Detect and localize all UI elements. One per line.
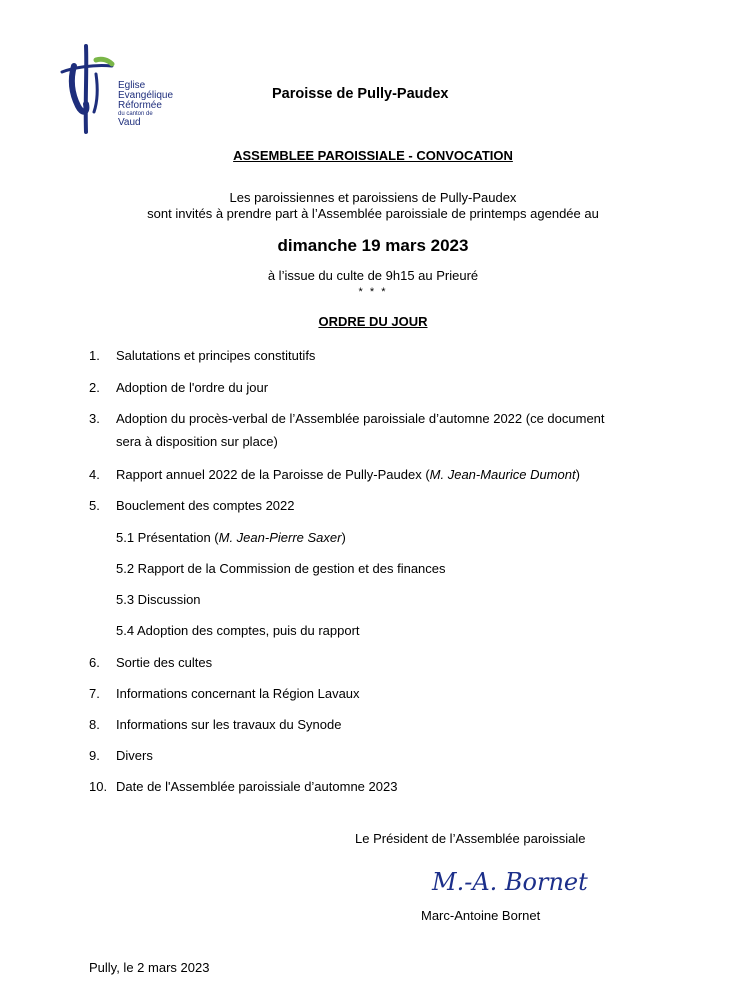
intro-line: sont invités à prendre part à l’Assemblée paroissiale de printemps agendée au	[147, 206, 599, 221]
agenda-item: Adoption de l'ordre du jour	[116, 380, 269, 395]
meeting-date: dimanche 19 mars 2023	[277, 236, 469, 255]
agenda-subitem: 5.4 Adoption des comptes, puis du rapport	[116, 623, 360, 638]
agenda-item: Bouclement des comptes 2022	[116, 498, 295, 513]
agenda-item: Salutations et principes constitutifs	[116, 348, 316, 363]
agenda-item: Informations sur les travaux du Synode	[116, 717, 342, 732]
agenda-item-continued: sera à disposition sur place)	[116, 434, 278, 449]
logo-line: du canton de	[118, 111, 153, 117]
agenda-item: Informations concernant la Région Lavaux	[116, 686, 360, 701]
document-title	[0, 148, 746, 163]
agenda-number: 6.	[89, 655, 100, 670]
church-logo	[56, 40, 186, 140]
signature-text: M.-A. Bornet	[432, 868, 588, 896]
separator-stars: * * *	[358, 286, 388, 298]
agenda-number: 3.	[89, 411, 100, 426]
agenda-item: Date de l'Assemblée paroissiale d’automne 2023	[116, 779, 398, 794]
agenda-subitem: 5.3 Discussion	[116, 592, 201, 607]
agenda-number: 8.	[89, 717, 100, 732]
agenda-title	[0, 314, 746, 329]
parish-name: Paroisse de Pully-Paudex	[272, 86, 449, 102]
president-title: Le Président de l’Assemblée paroissiale	[355, 831, 586, 846]
agenda-item	[116, 464, 656, 486]
meeting-location: à l’issue du culte de 9h15 au Prieuré	[267, 268, 479, 283]
agenda-subitem: 5.2 Rapport de la Commission de gestion et des finances	[116, 561, 446, 576]
item-text: )	[341, 530, 346, 545]
item-text: 5.1 Présentation (	[116, 530, 219, 545]
logo-text	[118, 81, 173, 128]
signature-image	[428, 860, 588, 900]
signatory-name: Marc-Antoine Bornet	[421, 908, 541, 923]
logo-line: Vaud	[118, 117, 141, 128]
agenda-item: Sortie des cultes	[116, 655, 213, 670]
logo-line: Réformée	[118, 100, 162, 111]
agenda-number: 4.	[89, 467, 100, 482]
agenda-title-text: ORDRE DU JOUR	[318, 314, 428, 329]
intro-paragraph	[0, 190, 746, 222]
place-and-date: Pully, le 2 mars 2023	[89, 960, 210, 975]
agenda-number: 9.	[89, 748, 100, 763]
item-text: )	[575, 467, 580, 482]
agenda-item: Adoption du procès-verbal de l’Assemblée paroissiale d’automne 2022 (ce document	[116, 411, 605, 426]
intro-line: Les paroissiennes et paroissiens de Pully-Paudex	[229, 190, 517, 205]
speaker-name: M. Jean-Maurice Dumont	[429, 467, 576, 482]
cross-logo-icon	[56, 40, 116, 140]
agenda-number: 2.	[89, 380, 100, 395]
agenda-number: 5.	[89, 498, 100, 513]
agenda-number: 10.	[89, 779, 108, 794]
title-text: ASSEMBLEE PAROISSIALE - CONVOCATION	[233, 148, 513, 163]
logo-line: Eglise	[118, 80, 146, 91]
agenda-number: 1.	[89, 348, 100, 363]
agenda-subitem	[116, 527, 656, 549]
agenda-number: 7.	[89, 686, 100, 701]
speaker-name: M. Jean-Pierre Saxer	[218, 530, 342, 545]
item-text: Rapport annuel 2022 de la Paroisse de Pully-Paudex (	[116, 467, 430, 482]
agenda-item: Divers	[116, 748, 153, 763]
logo-line: Evangélique	[118, 90, 174, 101]
